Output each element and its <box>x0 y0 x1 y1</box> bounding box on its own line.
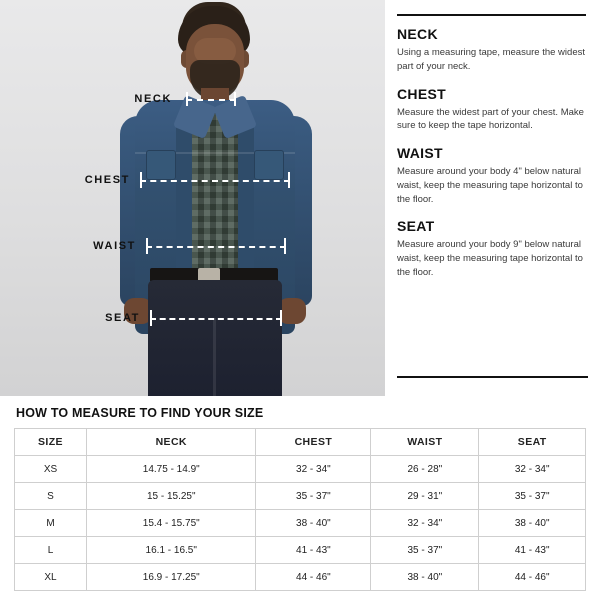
instruction-waist-body: Measure around your body 4" below natural waist, keep the measuring tape horizontal to the floor. <box>397 166 583 205</box>
cell-size: XS <box>15 456 87 483</box>
label-neck: NECK <box>134 93 172 105</box>
table-row <box>15 483 586 510</box>
cell-chest: 32 - 34" <box>256 456 371 483</box>
header-seat: SEAT <box>479 429 586 456</box>
instruction-seat <box>397 218 586 279</box>
size-table-section <box>0 396 600 600</box>
cell-size: XL <box>15 564 87 591</box>
seat-measure-cap-right <box>280 310 282 326</box>
label-waist: WAIST <box>93 240 136 252</box>
cell-seat: 44 - 46" <box>479 564 586 591</box>
instruction-neck-body: Using a measuring tape, measure the widest part of your neck. <box>397 47 585 72</box>
seat-measure-line <box>150 318 282 320</box>
instruction-seat-title: SEAT <box>397 218 435 235</box>
cell-neck: 15 - 15.25" <box>87 483 256 510</box>
cell-seat: 38 - 40" <box>479 510 586 537</box>
cell-chest: 35 - 37" <box>256 483 371 510</box>
cell-neck: 15.4 - 15.75" <box>87 510 256 537</box>
header-chest: CHEST <box>256 429 371 456</box>
instruction-neck-title: NECK <box>397 26 438 42</box>
instruction-seat-body: Measure around your body 9" below natural waist, keep the measuring tape horizontal to the floor. <box>397 239 583 278</box>
cell-size: M <box>15 510 87 537</box>
cell-size: S <box>15 483 87 510</box>
instruction-waist <box>397 145 586 206</box>
cell-neck: 16.9 - 17.25" <box>87 564 256 591</box>
size-table-title: HOW TO MEASURE TO FIND YOUR SIZE <box>16 406 264 420</box>
label-seat: SEAT <box>105 312 140 324</box>
table-row <box>15 456 586 483</box>
waist-measure-cap-left <box>146 238 148 254</box>
neck-measure-cap-right <box>234 92 236 106</box>
waist-measure-cap-right <box>284 238 286 254</box>
measure-instructions-panel <box>385 0 600 396</box>
table-header-row <box>15 429 586 456</box>
cell-waist: 32 - 34" <box>371 510 479 537</box>
chest-measure-cap-left <box>140 172 142 188</box>
model-illustration <box>0 0 385 396</box>
table-row <box>15 510 586 537</box>
cell-neck: 16.1 - 16.5" <box>87 537 256 564</box>
size-table <box>14 428 586 591</box>
instruction-chest-body: Measure the widest part of your chest. Make sure to keep the tape horizontal. <box>397 106 584 132</box>
header-size: SIZE <box>15 429 87 456</box>
bottom-divider <box>397 376 588 378</box>
cell-chest: 38 - 40" <box>256 510 371 537</box>
chest-measure-cap-right <box>288 172 290 188</box>
header-waist: WAIST <box>371 429 479 456</box>
chest-measure-line <box>140 180 290 182</box>
cell-size: L <box>15 537 87 564</box>
waist-measure-line <box>146 246 286 248</box>
cell-waist: 35 - 37" <box>371 537 479 564</box>
instruction-waist-title: WAIST <box>397 145 443 162</box>
cell-chest: 44 - 46" <box>256 564 371 591</box>
cell-waist: 38 - 40" <box>371 564 479 591</box>
cell-chest: 41 - 43" <box>256 537 371 564</box>
neck-measure-cap-left <box>186 92 188 106</box>
instruction-neck <box>397 26 586 74</box>
instruction-chest-title: CHEST <box>397 85 446 102</box>
seat-measure-cap-left <box>150 310 152 326</box>
label-chest: CHEST <box>84 174 130 186</box>
cell-waist: 29 - 31" <box>371 483 479 510</box>
cell-seat: 35 - 37" <box>479 483 586 510</box>
table-row <box>15 564 586 591</box>
cell-waist: 26 - 28" <box>371 456 479 483</box>
top-divider <box>397 14 586 16</box>
table-row <box>15 537 586 564</box>
neck-measure-line <box>186 99 236 101</box>
cell-neck: 14.75 - 14.9" <box>87 456 256 483</box>
instruction-chest <box>397 86 586 134</box>
header-neck: NECK <box>87 429 256 456</box>
cell-seat: 32 - 34" <box>479 456 586 483</box>
cell-seat: 41 - 43" <box>479 537 586 564</box>
model-photo <box>0 0 385 396</box>
